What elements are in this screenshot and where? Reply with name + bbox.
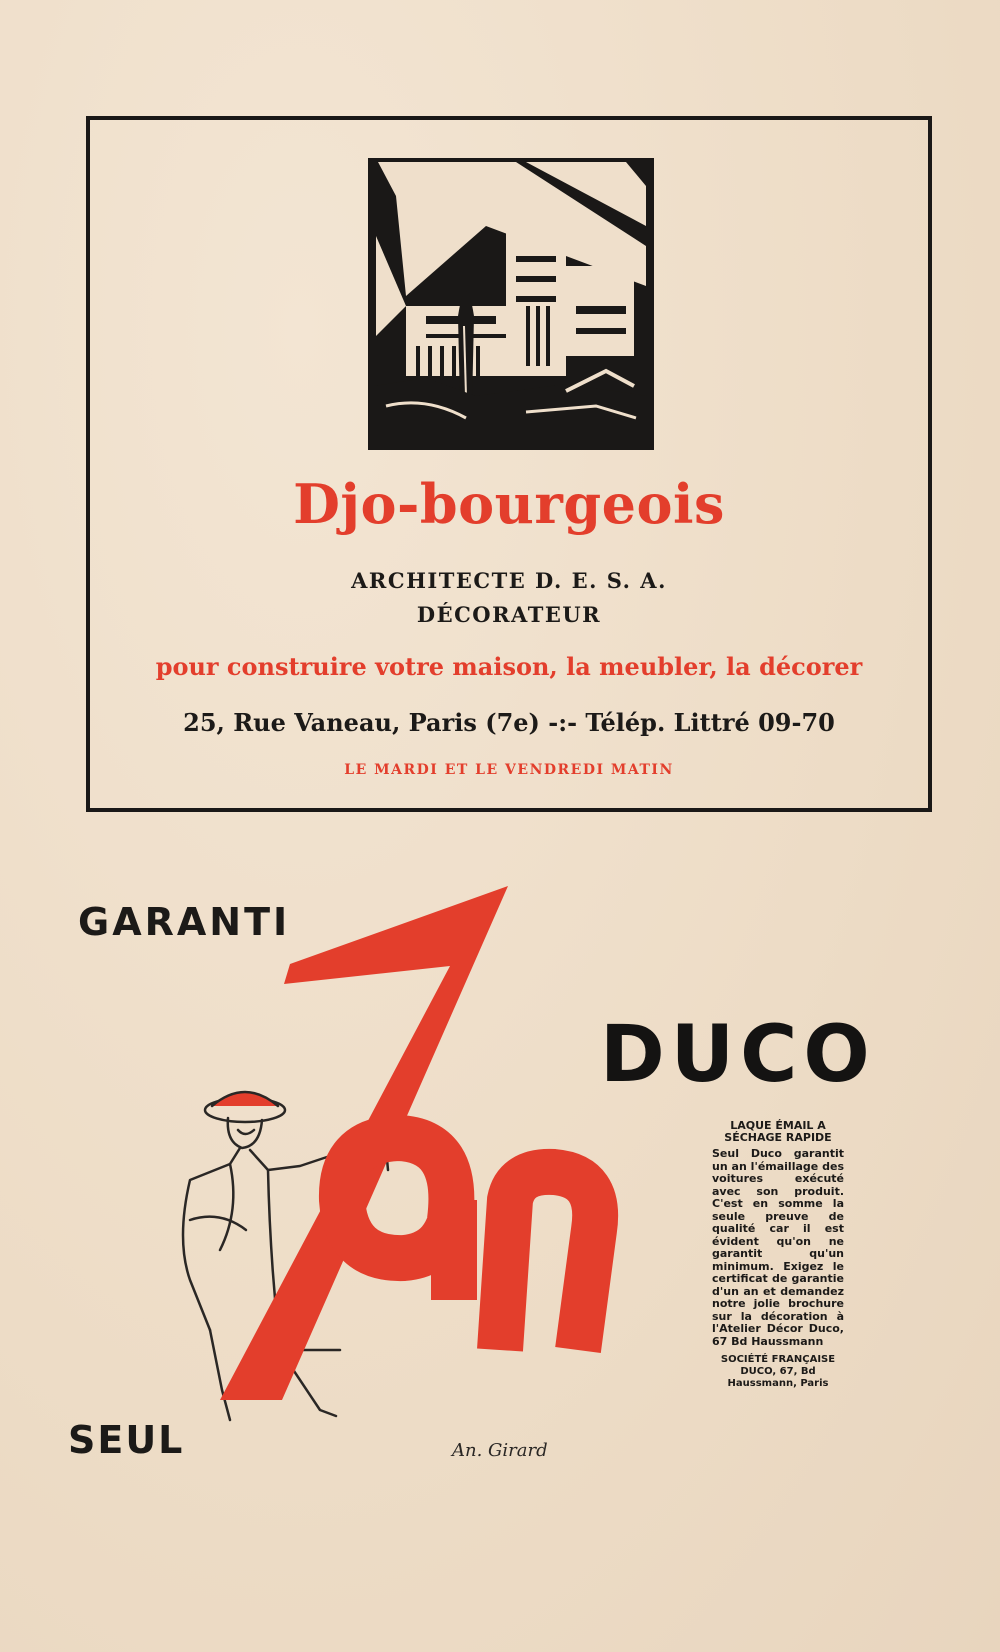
artist-signature: An. Girard [452,1440,548,1461]
architect-slogan: pour construire votre maison, la meubler, la décorer [155,652,863,681]
architect-title: ARCHITECTE D. E. S. A. [351,568,667,593]
duco-advertisement [0,860,1000,1500]
one-year-graphic [150,880,690,1440]
duco-description-block [712,1120,844,1390]
seul-heading: SEUL [68,1418,185,1462]
duco-brand-logo: DUCO [600,1010,876,1100]
architect-hours: LE MARDI ET LE VENDREDI MATIN [344,762,674,778]
garanti-heading: GARANTI [78,900,291,944]
architect-address: 25, Rue Vaneau, Paris (7e) -:- Télép. Littré 09-70 [183,708,835,737]
duco-body: Seul Duco garantit un an l'émaillage des voitures exécuté avec son produit. C'est en somme la seule preuve de qualité car il est évident qu'on ne garantit qu'un minimum. Exigez le certificat de garantie d'un an et demandez notre jolie brochure sur la décoration à l'Atelier Décor Duco, 67 Bd Haussmann [712,1147,844,1348]
duco-company: SOCIÉTÉ FRANÇAISE DUCO, 67, Bd Haussmann, Paris [720,1354,836,1389]
architect-role: DÉCORATEUR [416,602,602,627]
architect-name: Djo-bourgeois [293,472,725,536]
architect-advertisement [86,116,932,812]
duco-heading: LAQUE ÉMAIL A SÉCHAGE RAPIDE [724,1119,832,1144]
building-engraving-icon [366,156,656,452]
